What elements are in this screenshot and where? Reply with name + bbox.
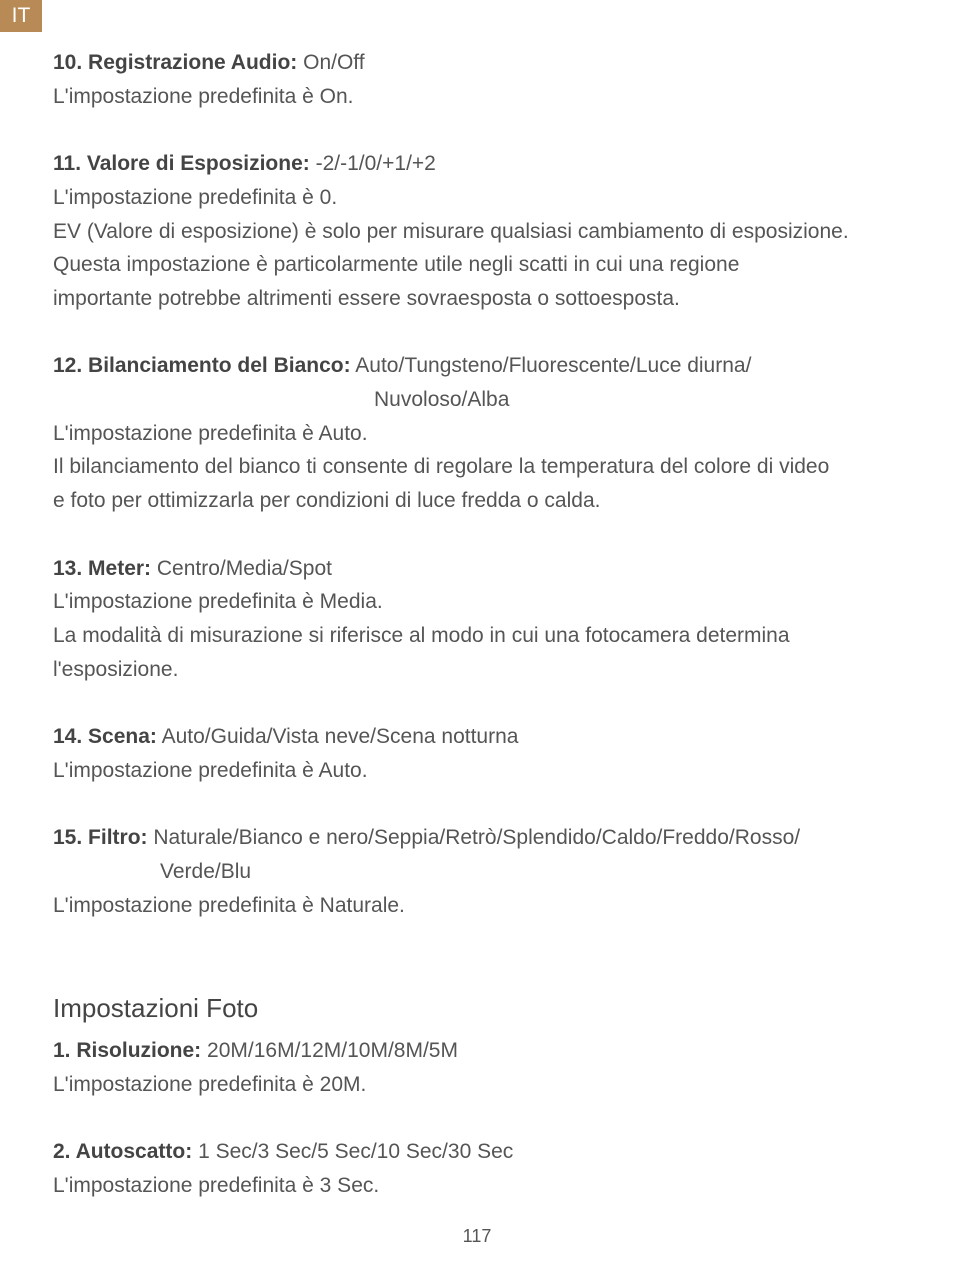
setting-description: l'esposizione. [53,657,179,681]
setting-options: 20M/16M/12M/10M/8M/5M [207,1039,458,1063]
setting-description: L'impostazione predefinita è 0. [53,185,338,209]
setting-item [53,552,923,687]
setting-heading-line [53,147,923,181]
setting-description: L'impostazione predefinita è Media. [53,590,383,614]
setting-heading: 13. Meter: [53,556,152,580]
setting-options: On/Off [303,51,365,74]
setting-description: L'impostazione predefinita è 20M. [53,1072,367,1096]
setting-heading: 14. Scena: [53,725,157,748]
setting-description: Il bilanciamento del bianco ti consente di regolare la temperatura del colore di video [53,455,830,479]
setting-options: Auto/Guida/Vista neve/Scena notturna [161,725,519,748]
setting-heading: 15. Filtro: [53,826,148,850]
setting-heading: 2. Autoscatto: [53,1140,193,1164]
setting-heading-line [53,821,923,855]
setting-heading-line [53,1034,923,1068]
setting-options: Centro/Media/Spot [156,556,332,580]
page-content [53,46,923,1203]
setting-description: Questa impostazione è particolarmente utile negli scatti in cui una regione [53,253,740,277]
setting-options: Auto/Tungsteno/Fluorescente/Luce diurna/ [355,354,752,378]
setting-item [53,1034,923,1101]
setting-description: L'impostazione predefinita è Auto. [53,421,368,445]
setting-heading: 11. Valore di Esposizione: [53,152,310,176]
setting-heading: 10. Registrazione Audio: [53,51,298,74]
setting-options: 1 Sec/3 Sec/5 Sec/10 Sec/30 Sec [198,1140,514,1164]
setting-heading-line [53,552,923,586]
setting-description: L'impostazione predefinita è On. [53,84,354,108]
setting-description: L'impostazione predefinita è Naturale. [53,893,405,917]
setting-options: Naturale/Bianco e nero/Seppia/Retrò/Splendido/Caldo/Freddo/Rosso/ [153,826,801,850]
setting-item [53,821,923,922]
setting-description: L'impostazione predefinita è Auto. [53,758,368,782]
setting-heading: 12. Bilanciamento del Bianco: [53,354,351,378]
setting-heading-line [53,46,923,80]
setting-description: EV (Valore di esposizione) è solo per misurare qualsiasi cambiamento di esposizione. [53,219,849,243]
setting-options: -2/-1/0/+1/+2 [315,152,436,176]
setting-description: importante potrebbe altrimenti essere sovraesposta o sottoesposta. [53,286,680,310]
setting-options-continued: Verde/Blu [160,859,252,883]
setting-description: e foto per ottimizzarla per condizioni di luce fredda o calda. [53,489,601,513]
language-tab: IT [0,0,42,32]
setting-item [53,349,923,518]
page-number: 117 [462,1226,492,1246]
setting-description: L'impostazione predefinita è 3 Sec. [53,1174,380,1197]
setting-heading-line [53,720,923,754]
setting-heading-line [53,1135,923,1169]
setting-item [53,720,923,787]
section-title: Impostazioni Foto [53,993,259,1024]
setting-item [53,147,923,316]
setting-description: La modalità di misurazione si riferisce al modo in cui una fotocamera determina [53,623,790,647]
setting-heading: 1. Risoluzione: [53,1039,202,1063]
setting-item [53,1135,923,1202]
setting-item [53,46,923,113]
setting-options-continued: Nuvoloso/Alba [374,388,510,411]
setting-heading-line [53,349,923,383]
